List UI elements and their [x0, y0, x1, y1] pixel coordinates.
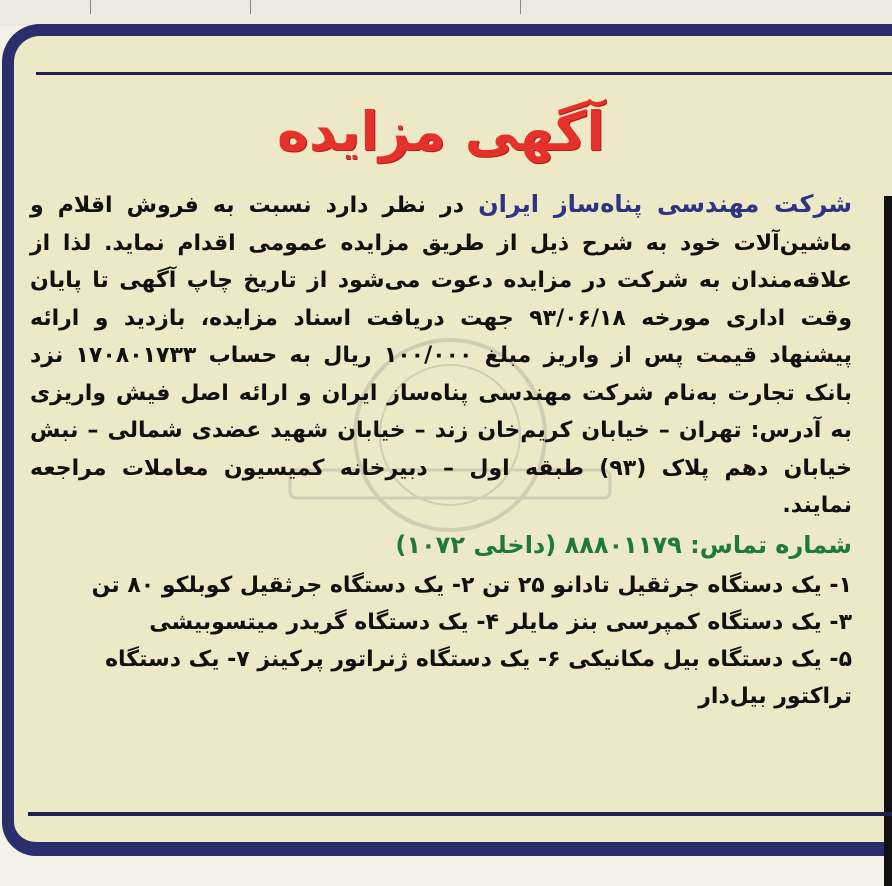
items-list: [30, 567, 852, 715]
notice-title: آگهی مزایده: [277, 100, 605, 163]
list-item: ۳- یک دستگاه کمپرسی بنز مایلر ۴- یک دستگاه گریدر میتسوبیشی: [149, 609, 852, 635]
strip-tick: [520, 0, 521, 14]
list-item: ۵- یک دستگاه بیل مکانیکی ۶- یک دستگاه ژنراتور پرکینز ۷- یک دستگاه: [105, 646, 852, 672]
strip-tick: [90, 0, 91, 14]
notice-content: [30, 92, 852, 829]
list-item: ۱- یک دستگاه جرثقیل تادانو ۲۵ تن ۲- یک دستگاه جرثقیل کوبلکو ۸۰ تن: [91, 572, 852, 598]
top-strip: [0, 0, 892, 26]
body-text: در نظر دارد نسبت به فروش اقلام و ماشین‌آلات خود به شرح ذیل از طریق مزایده عمومی اقدام نماید. لذا از علاقه‌مندان به شرکت در مزایده دعوت می‌شود از تاریخ چاپ آگهی تا پایان وقت اداری مورخه ۹۳/۰۶/۱۸ جهت دریافت اسناد مزایده، بازدید و ارائه پیشنهاد قیمت پس از واریز مبلغ ۱۰۰/۰۰۰ ریال به حساب ۱۷۰۸۰۱۷۳۳ نزد بانک تجارت به‌نام شرکت مهندسی پناه‌ساز ایران و ارائه اصل فیش واریزی به آدرس: تهران – خیابان کریم‌خان زند – خیابان شهید عضدی شمالی – نبش خیابان دهم پلاک (۹۳) طبقه اول – دبیرخانه کمیسیون معاملات مراجعه نمایند.: [30, 193, 853, 518]
notice-body: [30, 186, 852, 525]
strip-tick: [250, 0, 251, 14]
contact-line: شماره تماس: ۸۸۸۰۱۱۷۹ (داخلی ۱۰۷۲): [395, 530, 852, 559]
right-side-rule: [884, 196, 892, 886]
top-inner-rule: [36, 72, 892, 75]
company-name: شرکت مهندسی پناه‌ساز ایران: [478, 190, 852, 218]
list-item: تراکتور بیل‌دار: [698, 683, 852, 709]
